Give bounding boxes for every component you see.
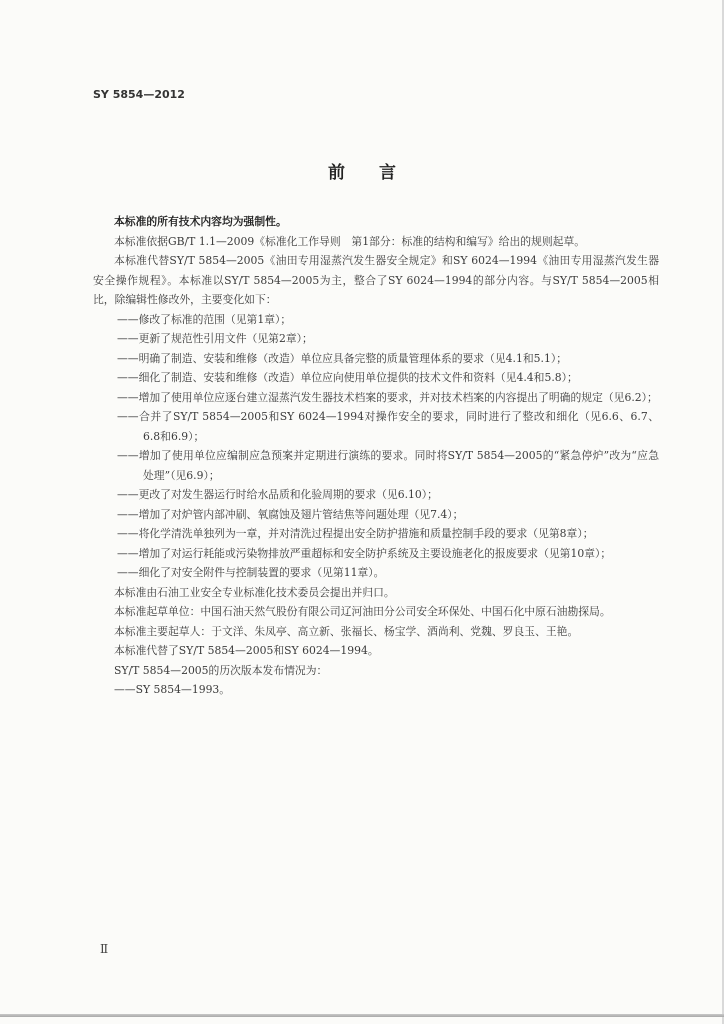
- change-item: ——细化了对安全附件与控制装置的要求（见第11章）。: [117, 566, 385, 579]
- page-title: [0, 158, 724, 183]
- page-number: Ⅱ: [100, 942, 109, 956]
- proposer-paragraph: 本标准由石油工业安全专业标准化技术委员会提出并归口。: [114, 585, 395, 599]
- change-item: ——更新了规范性引用文件（见第2章）；: [117, 332, 313, 345]
- standard-code: SY 5854—2012: [93, 88, 185, 101]
- change-item: ——细化了制造、安装和维修（改造）单位应向使用单位提供的技术文件和资料（见4.4和5.8）；: [117, 371, 578, 384]
- changes-list: [93, 310, 659, 583]
- change-item: ——更改了对发生器运行时给水品质和化验周期的要求（见6.10）；: [117, 488, 438, 501]
- mandatory-statement: 本标准的所有技术内容均为强制性。: [114, 215, 287, 228]
- foreword-body: [93, 212, 659, 700]
- change-item: ——将化学清洗单独列为一章，并对清洗过程提出安全防护措施和质量控制手段的要求（见第8章）；: [117, 527, 594, 540]
- replacement-paragraph: 本标准代替SY/T 5854—2005《油田专用湿蒸汽发生器安全规定》和SY 6024—1994《油田专用湿蒸汽发生器安全操作规程》。本标准以SY/T 5854—2005为主，整合了SY 6024—1994的部分内容。与SY/T 5854—2005相比，除编辑性修改外，主要变化如下：: [93, 254, 659, 306]
- scan-bottom-edge: [0, 1014, 724, 1017]
- change-item: ——明确了制造、安装和维修（改造）单位应具备完整的质量管理体系的要求（见4.1和5.1）；: [117, 351, 568, 365]
- title-char-1: 前: [328, 163, 345, 183]
- change-item: ——增加了使用单位应编制应急预案并定期进行演练的要求。同时将SY/T 5854—2005的“紧急停炉”改为“应急处理”（见6.9）；: [117, 449, 659, 482]
- change-item: ——增加了对运行耗能或污染物排放严重超标和安全防护系统及主要设施老化的报废要求（见第10章）；: [117, 546, 612, 560]
- drafting-rule-paragraph: 本标准依据GB/T 1.1—2009《标准化工作导则 第1部分：标准的结构和编写》给出的规则起草。: [114, 234, 586, 248]
- supersedes-paragraph: 本标准代替了SY/T 5854—2005和SY 6024—1994。: [114, 644, 379, 657]
- history-item: ——SY 5854—1993。: [114, 683, 231, 696]
- change-item: ——合并了SY/T 5854—2005和SY 6024—1994对操作安全的要求，同时进行了整改和细化（见6.6、6.7、6.8和6.9）；: [117, 410, 659, 443]
- drafters-paragraph: 本标准主要起草人：于文洋、朱凤亭、高立新、张福长、杨宝学、酒尚利、党魏、罗良玉、王艳。: [114, 624, 579, 638]
- title-char-2: 言: [379, 163, 396, 183]
- change-item: ——增加了对炉管内部冲刷、氧腐蚀及翅片管结焦等问题处理（见7.4）；: [117, 507, 464, 521]
- drafting-units-paragraph: 本标准起草单位：中国石油天然气股份有限公司辽河油田分公司安全环保处、中国石化中原石油勘探局。: [114, 605, 611, 618]
- history-paragraph: SY/T 5854—2005的历次版本发布情况为：: [114, 663, 328, 677]
- change-item: ——修改了标准的范围（见第1章）；: [117, 312, 292, 326]
- change-item: ——增加了使用单位应逐台建立湿蒸汽发生器技术档案的要求，并对技术档案的内容提出了明确的规定（见6.2）；: [117, 390, 658, 404]
